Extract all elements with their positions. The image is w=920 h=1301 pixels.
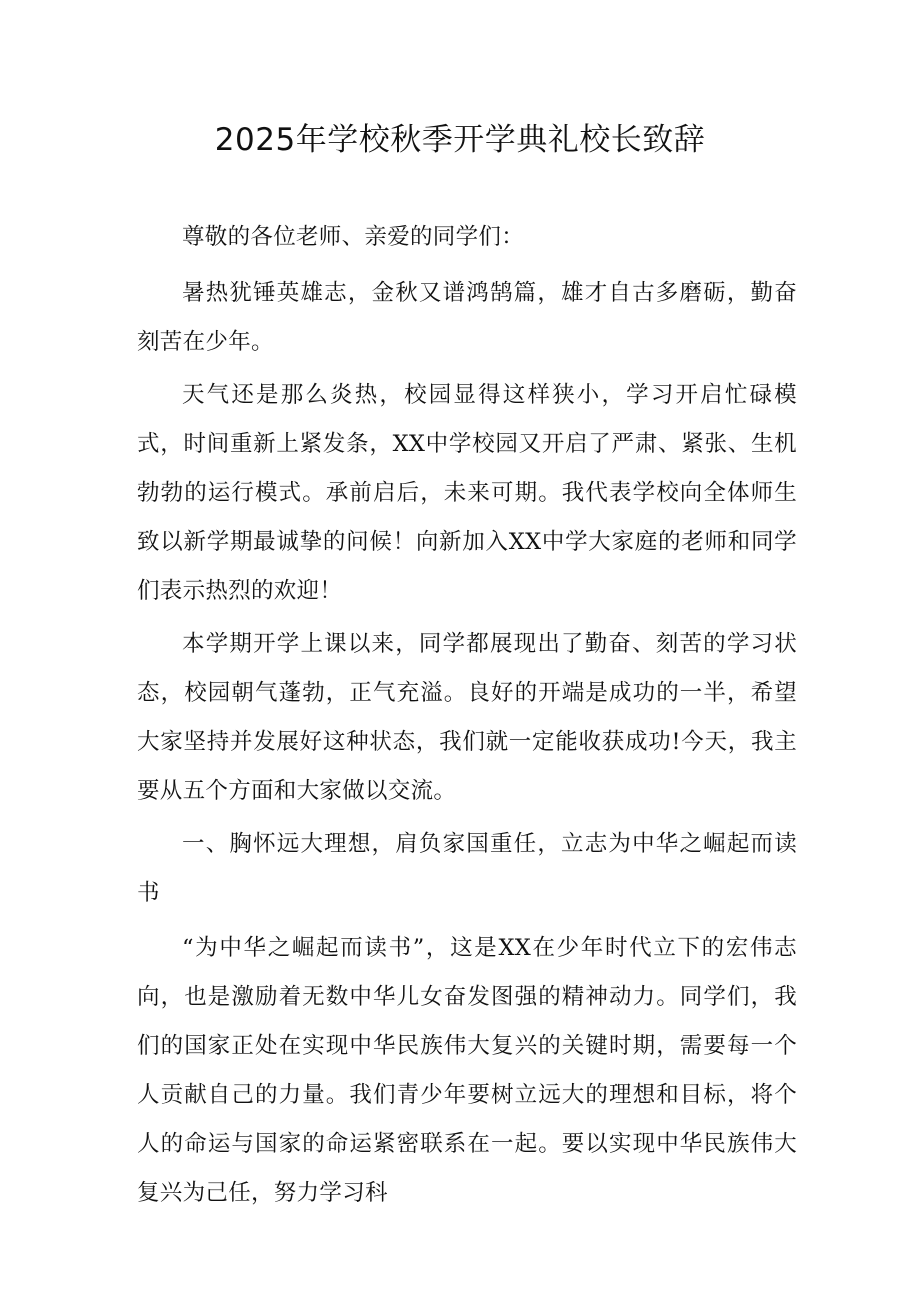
- document-title: 2025年学校秋季开学典礼校长致辞: [214, 122, 706, 158]
- paragraph-opening-verse: 暑热犹锤英雄志，金秋又谱鸿鹄篇，雄才自古多磨砺，勤奋刻苦在少年。: [137, 280, 797, 355]
- paragraph-new-semester: 天气还是那么炎热，校园显得这样狭小，学习开启忙碌模式，时间重新上紧发条，XX中学校园又开启了严肃、紧张、生机勃勃的运行模式。承前启后，未来可期。我代表学校向全体师生致以新学期最诚挚的问候！向新加入XX中学大家庭的老师和同学们表示热烈的欢迎！: [137, 382, 797, 604]
- document-body: [137, 213, 797, 1218]
- paragraph-salutation: 尊敬的各位老师、亲爱的同学们：: [182, 224, 525, 250]
- paragraph-ideals: “为中华之崛起而读书”，这是XX在少年时代立下的宏伟志向，也是激励着无数中华儿女奋发图强的精神动力。同学们，我们的国家正处在实现中华民族伟大复兴的关键时期，需要每一个人贡献自己的力量。我们青少年要树立远大的理想和目标，将个人的命运与国家的命运紧密联系在一起。要以实现中华民族伟大复兴为己任，努力学习科: [137, 935, 797, 1206]
- paragraph-introduction: 本学期开学上课以来，同学都展现出了勤奋、刻苦的学习状态，校园朝气蓬勃，正气充溢。良好的开端是成功的一半，希望大家坚持并发展好这种状态，我们就一定能收获成功!今天，我主要从五个方面和大家做以交流。: [137, 631, 797, 804]
- section-heading-one: 一、胸怀远大理想，肩负家国重任，立志为中华之崛起而读书: [137, 831, 797, 906]
